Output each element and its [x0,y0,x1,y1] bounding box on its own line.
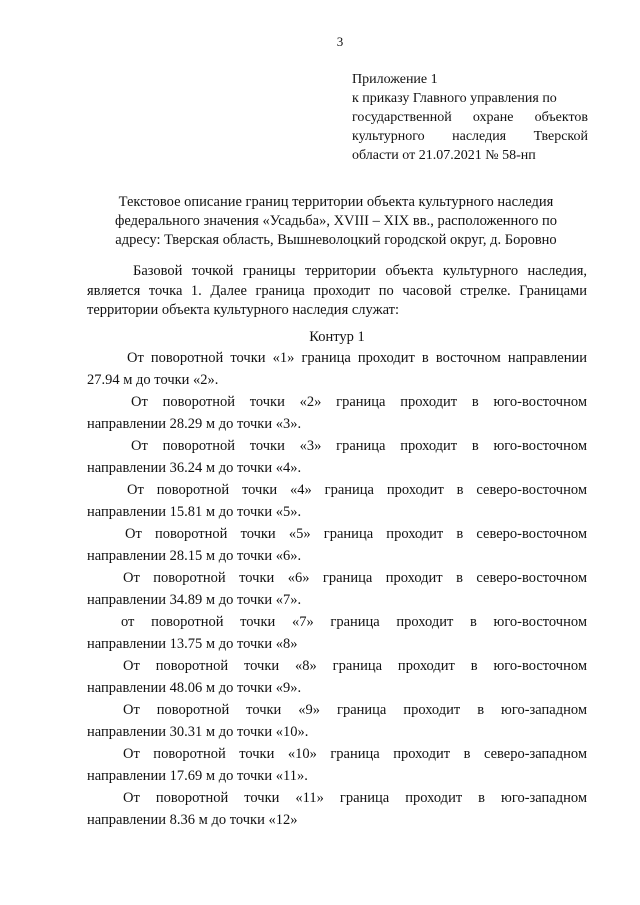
page-number: 3 [336,34,344,49]
boundary-segment [87,567,587,611]
segment-line: направлении 28.15 м до точки «6». [87,547,302,564]
segment-line: От поворотной точки «1» граница проходит в восточном направлении [127,349,587,366]
segment-line: От поворотной точки «3» граница проходит в юго-восточном [131,437,587,454]
segment-line: От поворотной точки «2» граница проходит в юго-восточном [131,393,587,410]
segment-line: направлении 15.81 м до точки «5». [87,503,302,520]
contour-label: Контур 1 [309,328,365,345]
title-line: федерального значения «Усадьба», XVIII – XIX вв., расположенного по [114,213,558,229]
segment-line: От поворотной точки «5» граница проходит в северо-восточном [125,525,587,542]
intro-line: территории объекта культурного наследия служат: [87,302,400,318]
intro-line: является точка 1. Далее граница проходит по часовой стрелке. Границами [87,282,587,299]
intro-paragraph [87,262,587,321]
boundary-segment [87,787,587,831]
segment-line: направлении 8.36 м до точки «12» [87,811,298,828]
segment-line: От поворотной точки «9» граница проходит в юго-западном [123,701,587,718]
segment-line: направлении 13.75 м до точки «8» [87,635,298,652]
boundary-segment [87,391,587,435]
segment-line: направлении 28.29 м до точки «3». [87,415,302,432]
segment-line: От поворотной точки «4» граница проходит в северо-восточном [127,481,587,498]
segment-line: От поворотной точки «6» граница проходит в северо-восточном [123,569,587,586]
segment-line: От поворотной точки «11» граница проходит в юго-западном [123,789,587,806]
segment-line: От поворотной точки «8» граница проходит в юго-восточном [123,657,587,674]
boundary-segment [87,743,587,787]
segment-line: направлении 17.69 м до точки «11». [87,767,308,784]
title-line: адресу: Тверская область, Вышневолоцкий городской округ, д. Боровно [115,232,557,248]
appendix-line: к приказу Главного управления по [352,91,557,106]
title-line: Текстовое описание границ территории объекта культурного наследия [118,194,554,210]
segment-line: направлении 34.89 м до точки «7». [87,591,302,608]
boundary-segment [87,479,587,523]
document-title [86,193,586,250]
segment-line: направлении 48.06 м до точки «9». [87,679,302,696]
document-body [87,262,587,831]
appendix-header [352,70,588,165]
boundary-segment [87,435,587,479]
boundary-segment [87,655,587,699]
boundary-segment [87,347,587,391]
segment-line: от поворотной точки «7» граница проходит в юго-восточном [121,613,587,630]
segment-line: направлении 30.31 м до точки «10». [87,723,309,740]
appendix-line: культурного наследия Тверской [352,129,588,144]
segment-line: направлении 36.24 м до точки «4». [87,459,302,476]
boundary-segment [87,523,587,567]
appendix-line: области от 21.07.2021 № 58-нп [352,148,536,163]
appendix-line: государственной охране объектов [352,110,588,125]
appendix-title: Приложение 1 [352,72,438,87]
segment-line: 27.94 м до точки «2». [87,371,219,388]
boundary-segment [87,611,587,655]
segment-line: От поворотной точки «10» граница проходит в северо-западном [123,745,587,762]
intro-line: Базовой точкой границы территории объекта культурного наследия, [133,263,587,279]
boundary-segment [87,699,587,743]
